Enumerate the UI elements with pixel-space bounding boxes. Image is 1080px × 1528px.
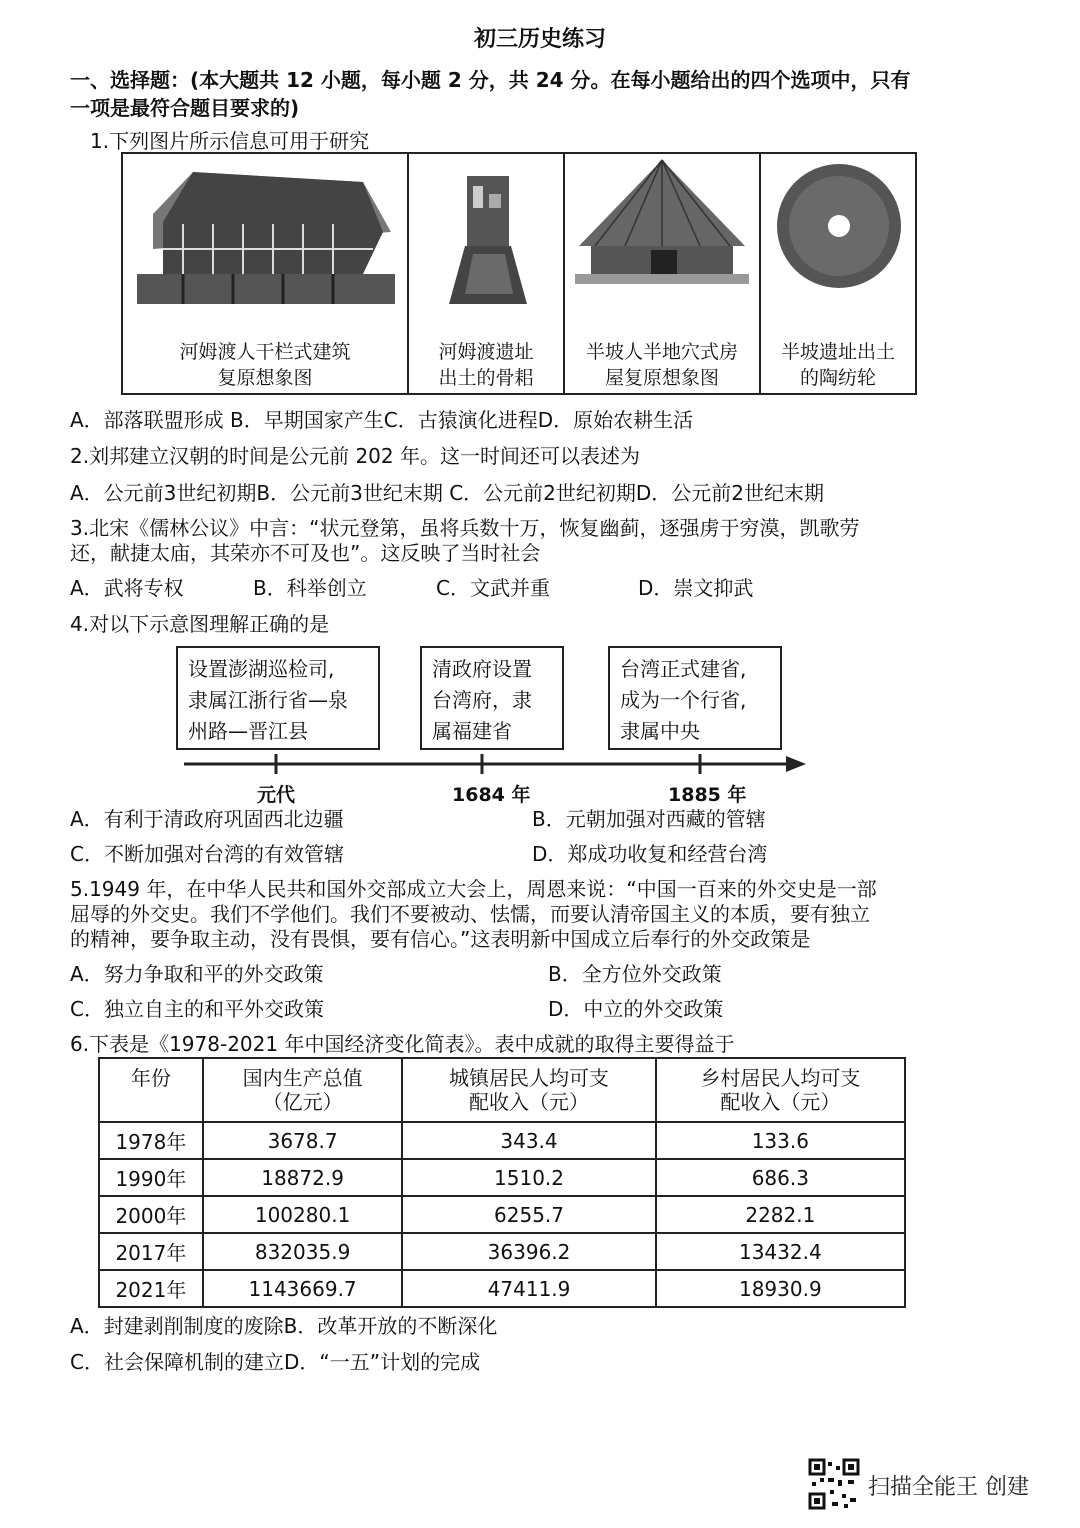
qr-code-icon — [808, 1458, 860, 1510]
stilt-house-icon — [123, 154, 407, 334]
cell-year: 1990年 — [99, 1159, 203, 1196]
timeline-box-yuan: 设置澎湖巡检司, 隶属江浙行省—泉 州路—晋江县 — [176, 646, 380, 750]
timeline-label-yuan: 元代 — [257, 784, 296, 806]
cell-rural: 686.3 — [656, 1159, 905, 1196]
cell-year: 2000年 — [99, 1196, 203, 1233]
q5-stem-line3: 的精神，要争取主动，没有畏惧，要有信心。”这表明新中国成立后奉行的外交政策是 — [70, 927, 811, 951]
q1-image-table — [121, 152, 917, 395]
q5-option-d: D．中立的外交政策 — [548, 997, 724, 1021]
q4-stem: 4.对以下示意图理解正确的是 — [70, 612, 330, 636]
table-row — [99, 1159, 905, 1196]
cell-gdp: 3678.7 — [203, 1122, 403, 1159]
cell-gdp: 100280.1 — [203, 1196, 403, 1233]
header-urban-income: 城镇居民人均可支 配收入（元） — [402, 1058, 655, 1122]
q4-option-a: A．有利于清政府巩固西北边疆 — [70, 807, 344, 831]
scanner-watermark: 扫描全能王 创建 — [868, 1475, 1029, 1500]
timeline-box-1885: 台湾正式建省, 成为一个行省, 隶属中央 — [608, 646, 782, 750]
q1-stem: 1.下列图片所示信息可用于研究 — [90, 129, 370, 153]
q2-options: A．公元前3世纪初期B．公元前3世纪末期 C．公元前2世纪初期D．公元前2世纪末期 — [70, 481, 825, 505]
q5-option-c: C．独立自主的和平外交政策 — [70, 997, 324, 1021]
q2-stem: 2.刘邦建立汉朝的时间是公元前 202 年。这一时间还可以表述为 — [70, 444, 640, 468]
q3-stem-line2: 还，献捷太庙，其荣亦不可及也”。这反映了当时社会 — [70, 541, 541, 565]
table-header-row — [99, 1058, 905, 1122]
q3-option-a: A．武将专权 — [70, 576, 184, 600]
timeline-axis — [180, 752, 810, 780]
table-row — [99, 1196, 905, 1233]
q1-image-cell — [123, 154, 409, 393]
q1-caption: 半坡人半地穴式房 屋复原想象图 — [585, 341, 738, 389]
section-heading-line2: 一项是最符合题目要求的) — [70, 96, 300, 120]
cell-gdp: 18872.9 — [203, 1159, 403, 1196]
q6-options-line1: A．封建剥削制度的废除B．改革开放的不断深化 — [70, 1314, 498, 1338]
economy-table — [98, 1057, 906, 1308]
header-year: 年份 — [99, 1058, 203, 1122]
cell-gdp: 832035.9 — [203, 1233, 403, 1270]
q3-stem-line1: 3.北宋《儒林公议》中言：“状元登第，虽将兵数十万，恢复幽蓟，逐强虏于穷漠，凯歌劳 — [70, 516, 860, 540]
q1-caption: 河姆渡人干栏式建筑 复原想象图 — [179, 341, 351, 389]
cell-urban: 36396.2 — [402, 1233, 655, 1270]
q6-options-line2: C．社会保障机制的建立D．“一五”计划的完成 — [70, 1350, 481, 1374]
timeline-label-1885: 1885 年 — [668, 784, 747, 806]
cell-urban: 6255.7 — [402, 1196, 655, 1233]
section-heading-line1: 一、选择题：(本大题共 12 小题，每小题 2 分，共 24 分。在每小题给出的四个选项中，只有 — [70, 68, 911, 92]
q3-option-d: D．崇文抑武 — [638, 576, 754, 600]
timeline-box-1684: 清政府设置 台湾府，隶 属福建省 — [420, 646, 564, 750]
q5-stem-line2: 屈辱的外交史。我们不学他们。我们不要被动、怯懦，而要认清帝国主义的本质，要有独立 — [70, 902, 870, 926]
q1-image-cell — [761, 154, 915, 393]
q4-option-d: D．郑成功收复和经营台湾 — [532, 842, 768, 866]
cell-year: 1978年 — [99, 1122, 203, 1159]
cell-rural: 133.6 — [656, 1122, 905, 1159]
q6-stem: 6.下表是《1978-2021 年中国经济变化简表》。表中成就的取得主要得益于 — [70, 1032, 735, 1056]
q1-caption: 河姆渡遗址 出土的骨耜 — [438, 341, 534, 389]
cell-gdp: 1143669.7 — [203, 1270, 403, 1307]
q1-image-cell — [565, 154, 761, 393]
q5-option-a: A．努力争取和平的外交政策 — [70, 962, 324, 986]
cell-urban: 343.4 — [402, 1122, 655, 1159]
timeline-label-1684: 1684 年 — [452, 784, 531, 806]
bone-spade-icon — [409, 154, 563, 334]
cell-year: 2021年 — [99, 1270, 203, 1307]
q3-option-b: B．科举创立 — [253, 576, 367, 600]
header-gdp: 国内生产总值 （亿元） — [203, 1058, 403, 1122]
q4-option-b: B．元朝加强对西藏的管辖 — [532, 807, 766, 831]
table-row — [99, 1233, 905, 1270]
cell-rural: 18930.9 — [656, 1270, 905, 1307]
q1-image-cell — [409, 154, 565, 393]
q4-option-c: C．不断加强对台湾的有效管辖 — [70, 842, 344, 866]
cell-urban: 1510.2 — [402, 1159, 655, 1196]
header-rural-income: 乡村居民人均可支 配收入（元） — [656, 1058, 905, 1122]
q1-caption: 半坡遗址出土 的陶纺轮 — [780, 341, 895, 389]
cell-year: 2017年 — [99, 1233, 203, 1270]
q5-option-b: B．全方位外交政策 — [548, 962, 722, 986]
cell-rural: 2282.1 — [656, 1196, 905, 1233]
cell-urban: 47411.9 — [402, 1270, 655, 1307]
cell-rural: 13432.4 — [656, 1233, 905, 1270]
q1-options: A．部落联盟形成 B．早期国家产生C．古猿演化进程D．原始农耕生活 — [70, 408, 694, 432]
doc-title: 初三历史练习 — [473, 27, 606, 52]
q5-stem-line1: 5.1949 年，在中华人民共和国外交部成立大会上，周恩来说：“中国一百来的外交史是一部 — [70, 877, 877, 901]
semi-cave-hut-icon — [565, 154, 759, 334]
q3-option-c: C．文武并重 — [436, 576, 550, 600]
spindle-whorl-icon — [761, 154, 915, 334]
table-row — [99, 1122, 905, 1159]
table-row — [99, 1270, 905, 1307]
